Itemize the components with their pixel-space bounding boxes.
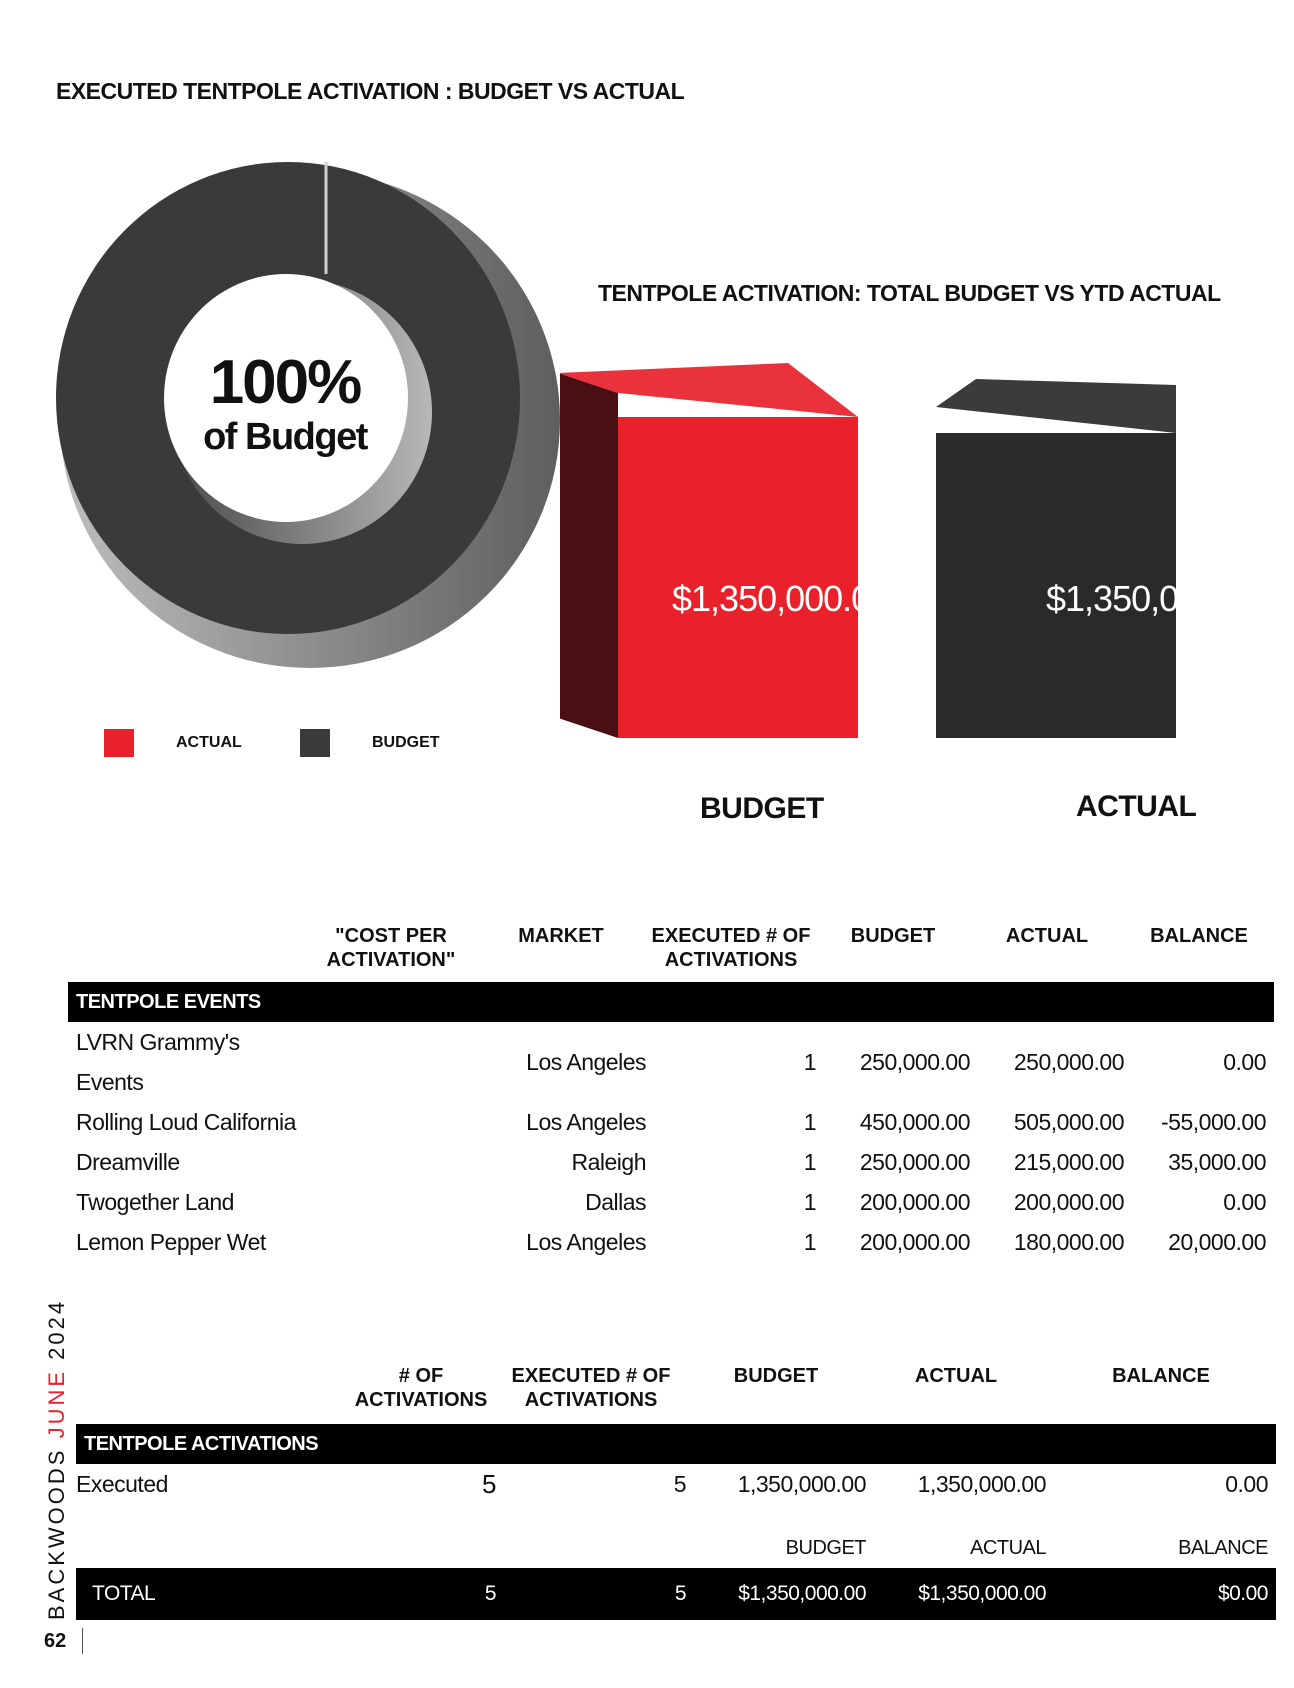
tentpole-events-table bbox=[68, 924, 1274, 1262]
bar-value-label-actual: $1,350,000.00 bbox=[1046, 578, 1264, 619]
row-name: Twogether Land bbox=[76, 1189, 234, 1215]
donut-center-label: of Budget bbox=[203, 416, 367, 458]
spine-label bbox=[44, 1299, 70, 1620]
bar-chart-title: TENTPOLE ACTIVATION: TOTAL BUDGET VS YTD ACTUAL bbox=[598, 280, 1221, 306]
total-header-row bbox=[76, 1528, 1276, 1568]
header-actual: ACTUAL bbox=[914, 1365, 998, 1387]
section-band bbox=[76, 1424, 1276, 1464]
row-name: Lemon Pepper Wet bbox=[76, 1229, 266, 1255]
row-budget: 250,000.00 bbox=[859, 1049, 970, 1075]
header-executed: EXECUTED # OF ACTIVATIONS bbox=[511, 1365, 671, 1411]
total-row bbox=[76, 1568, 1276, 1620]
total-header-balance: BALANCE bbox=[1178, 1537, 1268, 1559]
header-actual: ACTUAL bbox=[1005, 925, 1089, 947]
row-actual: 180,000.00 bbox=[1013, 1229, 1124, 1255]
row-market: Los Angeles bbox=[526, 1229, 646, 1255]
row-budget: 200,000.00 bbox=[859, 1229, 970, 1255]
bar-category-budget: BUDGET bbox=[700, 792, 824, 825]
row-cost-per-activation bbox=[306, 1222, 476, 1262]
row-executed: 1 bbox=[803, 1049, 816, 1075]
header-budget: BUDGET bbox=[733, 1365, 819, 1387]
row-budget: 250,000.00 bbox=[859, 1149, 970, 1175]
row-executed: 1 bbox=[803, 1229, 816, 1255]
total-count: 5 bbox=[346, 1568, 496, 1620]
row-executed: 1 bbox=[803, 1189, 816, 1215]
row-name: Dreamville bbox=[76, 1149, 180, 1175]
row-count: 5 bbox=[482, 1469, 496, 1499]
row-cost-per-activation bbox=[306, 1022, 476, 1102]
legend-swatch-actual bbox=[104, 729, 134, 757]
row-cost-per-activation bbox=[306, 1182, 476, 1222]
row-cost-per-activation bbox=[306, 1102, 476, 1142]
table-row bbox=[68, 1222, 1274, 1262]
row-market: Los Angeles bbox=[526, 1049, 646, 1075]
row-market: Raleigh bbox=[571, 1149, 646, 1175]
header-balance: BALANCE bbox=[1112, 1365, 1210, 1387]
table-row bbox=[68, 1142, 1274, 1182]
total-executed: 5 bbox=[496, 1568, 686, 1620]
legend-swatch-budget bbox=[300, 729, 330, 757]
header-executed: EXECUTED # OF ACTIVATIONS bbox=[651, 925, 811, 971]
header-balance: BALANCE bbox=[1150, 925, 1248, 947]
spine-month: JUNE bbox=[44, 1368, 69, 1439]
total-actual: $1,350,000.00 bbox=[866, 1568, 1046, 1620]
row-cost-per-activation bbox=[306, 1142, 476, 1182]
page-number-rule bbox=[82, 1628, 83, 1654]
section-label: TENTPOLE ACTIVATIONS bbox=[76, 1424, 1276, 1464]
total-budget: $1,350,000.00 bbox=[686, 1568, 866, 1620]
section-label: TENTPOLE EVENTS bbox=[68, 982, 1274, 1022]
legend-label-actual: ACTUAL bbox=[176, 734, 242, 751]
row-name: LVRN Grammy's Events bbox=[76, 1029, 240, 1095]
bar-side-budget bbox=[560, 373, 618, 738]
row-executed: 5 bbox=[673, 1471, 686, 1497]
table-row bbox=[76, 1464, 1276, 1504]
page-title: EXECUTED TENTPOLE ACTIVATION : BUDGET VS ACTUAL bbox=[56, 78, 685, 104]
section-band bbox=[68, 982, 1274, 1022]
total-balance: $0.00 bbox=[1046, 1568, 1276, 1620]
bar-top-actual bbox=[936, 379, 1176, 433]
header-num-activations: # OF ACTIVATIONS bbox=[354, 1365, 488, 1411]
row-budget: 200,000.00 bbox=[859, 1189, 970, 1215]
donut-center-value: 100% bbox=[209, 348, 361, 417]
legend-item-actual bbox=[104, 728, 242, 758]
row-executed: 1 bbox=[803, 1149, 816, 1175]
bar-value-label-budget: $1,350,000.00 bbox=[672, 578, 890, 619]
legend-item-budget bbox=[300, 728, 440, 758]
tentpole-activations-table bbox=[76, 1364, 1276, 1620]
bar-category-actual: ACTUAL bbox=[1076, 790, 1197, 823]
row-balance: -55,000.00 bbox=[1161, 1109, 1266, 1135]
spine-prefix: BACKWOODS bbox=[44, 1447, 69, 1620]
total-label: TOTAL bbox=[76, 1568, 346, 1620]
row-actual: 505,000.00 bbox=[1013, 1109, 1124, 1135]
table-header-row bbox=[76, 1364, 1276, 1412]
row-balance: 35,000.00 bbox=[1168, 1149, 1266, 1175]
total-header-actual: ACTUAL bbox=[970, 1537, 1046, 1559]
table-row bbox=[68, 1022, 1274, 1102]
row-name: Executed bbox=[76, 1471, 168, 1497]
total-header-budget: BUDGET bbox=[785, 1537, 866, 1559]
row-balance: 20,000.00 bbox=[1168, 1229, 1266, 1255]
row-balance: 0.00 bbox=[1223, 1049, 1266, 1075]
table-header-row bbox=[68, 924, 1274, 972]
spine-year: 2024 bbox=[44, 1298, 69, 1360]
header-budget: BUDGET bbox=[850, 925, 936, 947]
row-budget: 1,350,000.00 bbox=[737, 1471, 866, 1497]
row-actual: 215,000.00 bbox=[1013, 1149, 1124, 1175]
row-balance: 0.00 bbox=[1225, 1471, 1268, 1497]
row-actual: 250,000.00 bbox=[1013, 1049, 1124, 1075]
table-row bbox=[68, 1182, 1274, 1222]
row-market: Dallas bbox=[585, 1189, 646, 1215]
row-market: Los Angeles bbox=[526, 1109, 646, 1135]
row-executed: 1 bbox=[803, 1109, 816, 1135]
row-actual: 200,000.00 bbox=[1013, 1189, 1124, 1215]
row-budget: 450,000.00 bbox=[859, 1109, 970, 1135]
page-number: 62 bbox=[44, 1630, 67, 1652]
row-balance: 0.00 bbox=[1223, 1189, 1266, 1215]
header-cost-per-activation: "COST PER ACTIVATION" bbox=[326, 925, 456, 971]
header-market: MARKET bbox=[518, 925, 604, 947]
legend-label-budget: BUDGET bbox=[372, 734, 440, 751]
row-name: Rolling Loud California bbox=[76, 1109, 296, 1135]
row-actual: 1,350,000.00 bbox=[917, 1471, 1046, 1497]
table-row bbox=[68, 1102, 1274, 1142]
